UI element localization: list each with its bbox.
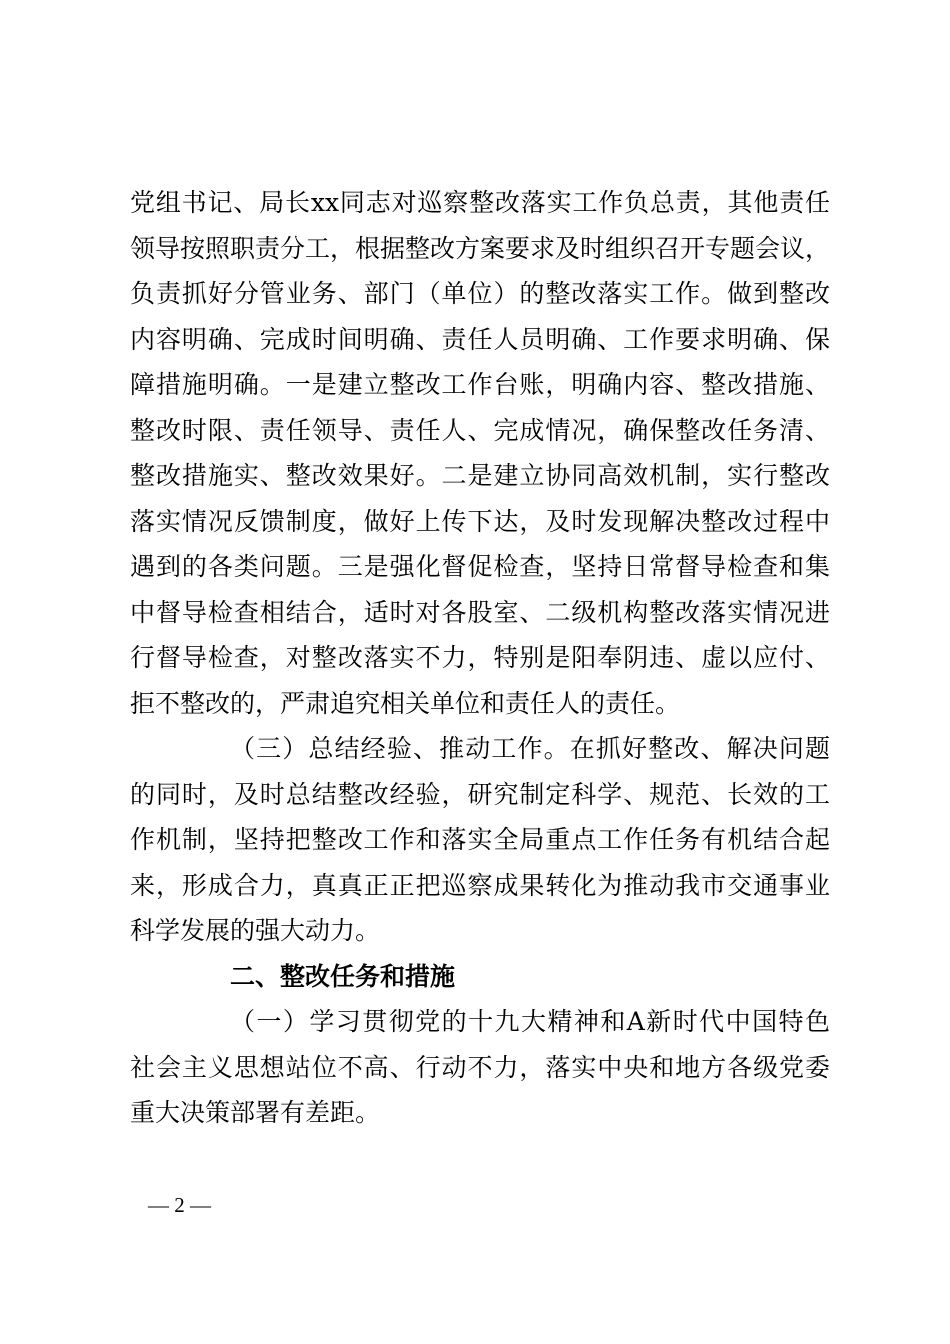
text-line: 遇到的各类问题。三是强化督促检查，坚持日常督导检查和集 [130,552,830,581]
text-line: 拒不整改的，严肃追究相关单位和责任人的责任。 [130,688,681,718]
text-line: 重大决策部署有差距。 [130,1098,381,1127]
text-line: 社会主义思想站位不高、行动不力，落实中央和地方各级党委 [130,1052,830,1082]
text-line: 整改措施实、整改效果好。二是建立协同高效机制，实行整改 [130,461,830,490]
section-3-title-line: （三）总结经验、推动工作。在抓好整改、解决问题 [230,734,830,763]
text-line: 落实情况反馈制度，做好上传下达，及时发现解决整改过程中 [130,506,830,536]
text-line: 作机制，坚持把整改工作和落实全局重点工作任务有机结合起 [130,825,830,854]
page-number: — 2 — [148,1193,211,1217]
text-line: 领导按照职责分工，根据整改方案要求及时组织召开专题会议， [130,233,830,263]
text-line: 中督导检查相结合，适时对各股室、二级机构整改落实情况进 [130,597,830,627]
section-heading: 二、整改任务和措施 [230,961,456,991]
text-line: 内容明确、完成时间明确、责任人员明确、工作要求明确、保 [130,324,830,354]
text-line: 来，形成合力，真真正正把巡察成果转化为推动我市交通事业 [130,870,830,900]
text-line: 负责抓好分管业务、部门（单位）的整改落实工作。做到整改 [130,279,830,308]
text-line: 党组书记、局长xx同志对巡察整改落实工作负总责，其他责任 [130,188,830,217]
subsection-1-title-line: （一）学习贯彻党的十九大精神和A新时代中国特色 [230,1007,830,1036]
text-line: 障措施明确。一是建立整改工作台账，明确内容、整改措施、 [130,370,830,399]
text-line: 行督导检查，对整改落实不力，特别是阳奉阴违、虚以应付、 [130,643,830,672]
text-line: 的同时，及时总结整改经验，研究制定科学、规范、长效的工 [130,779,830,809]
text-line: 科学发展的强大动力。 [130,916,381,945]
body-text [130,180,830,1136]
text-line: 整改时限、责任领导、责任人、完成情况，确保整改任务清、 [130,415,830,445]
